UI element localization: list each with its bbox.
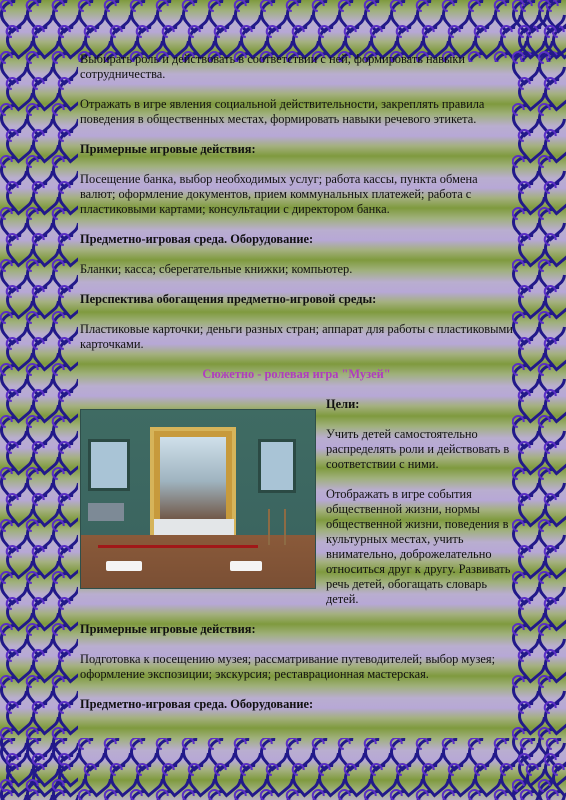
section-heading: Примерные игровые действия: xyxy=(80,142,256,156)
right-panel xyxy=(258,439,296,493)
decorative-border-right xyxy=(512,0,566,800)
paragraph: Отражать в игре явления социальной действительности, закреплять правила поведения в общественных местах, формировать навыки речевого этикета. xyxy=(80,97,485,126)
display-tiles xyxy=(154,519,234,535)
section-heading: Предметно-игровая среда. Оборудование: xyxy=(80,232,314,246)
rope-barrier xyxy=(98,545,258,548)
paragraph: Бланки; касса; сберегательные книжки; компьютер. xyxy=(80,262,353,276)
bench-right xyxy=(230,561,262,571)
section-heading: Перспектива обогащения предметно-игровой среды: xyxy=(80,292,377,306)
bench-left xyxy=(106,561,142,571)
easel xyxy=(268,509,286,545)
left-panel xyxy=(88,439,130,491)
small-frames xyxy=(88,503,124,521)
paragraph: Выбирать роль и действовать в соответствии с ней, формировать навыки сотрудничества. xyxy=(80,52,465,81)
section-heading: Примерные игровые действия: xyxy=(80,622,256,636)
decorative-border-bottom xyxy=(0,738,566,800)
paragraph: Учить детей самостоятельно распределять роли и действовать в соответствии с ними. xyxy=(326,427,510,471)
document-body xyxy=(80,52,513,727)
section-heading: Цели: xyxy=(326,397,360,411)
paragraph: Подготовка к посещению музея; рассматривание путеводителей; выбор музея; оформление экспозиции; экскурсия; реставрационная мастерская. xyxy=(80,652,496,681)
decorative-border-left xyxy=(0,0,78,800)
paragraph: Посещение банка, выбор необходимых услуг; работа кассы, пункта обмена валют; оформление документов, прием коммунальных платежей; работа с пластиковыми картами; консультации с директором банка. xyxy=(80,172,478,216)
section-heading: Предметно-игровая среда. Оборудование: xyxy=(80,697,314,711)
game-title: Сюжетно - ролевая игра "Музей" xyxy=(202,367,391,381)
paragraph: Пластиковые карточки; деньги разных стран; аппарат для работы с пластиковыми карточками. xyxy=(80,322,513,351)
paragraph: Отображать в игре события общественной жизни, нормы общественной жизни, поведения в культурных местах, учить внимательно, доброжелательно относиться друг к другу. Развивать речь детей, обогащать словарь детей. xyxy=(326,487,511,606)
museum-photo xyxy=(80,409,316,589)
